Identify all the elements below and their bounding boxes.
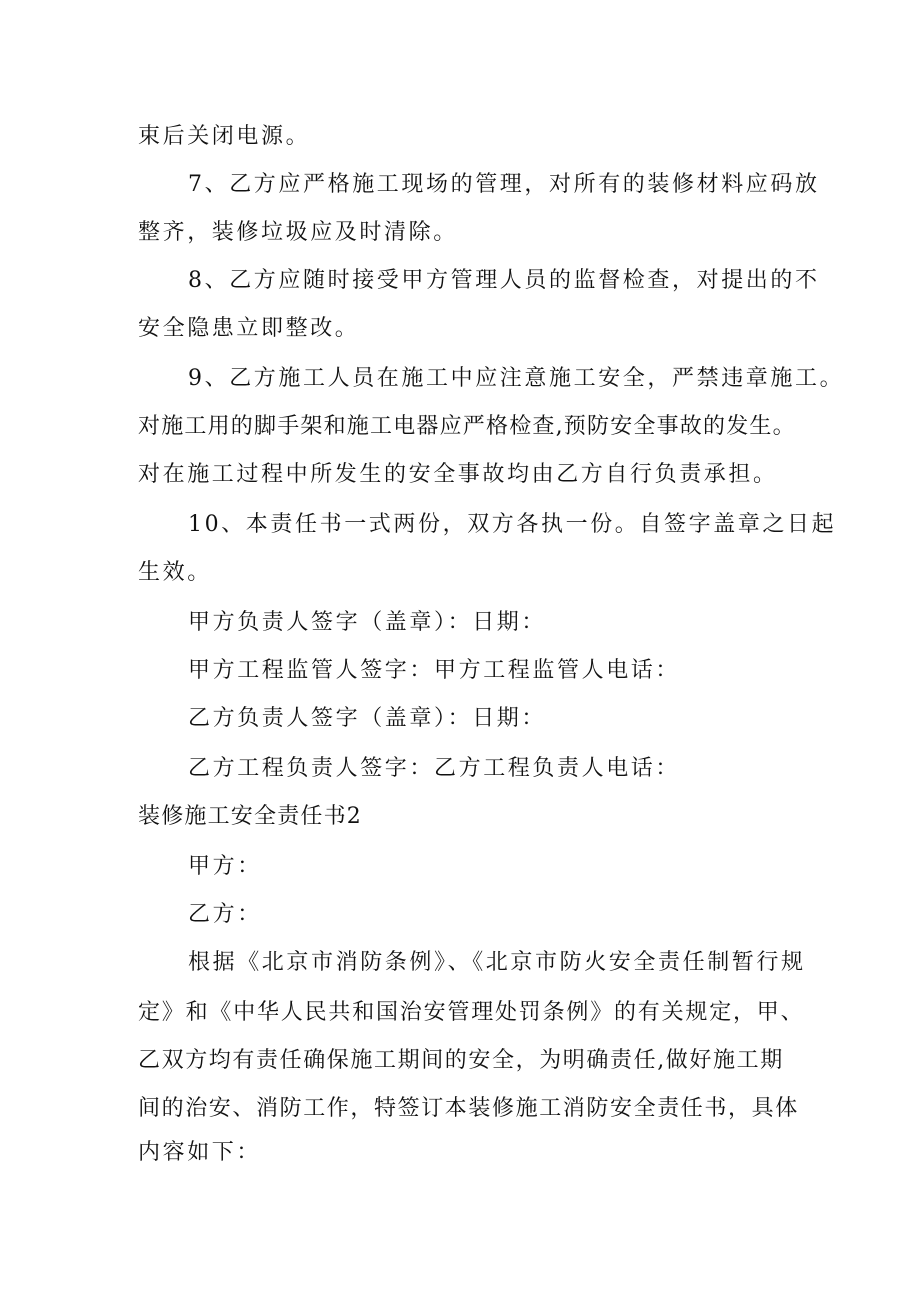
text-line: 乙双方均有责任确保施工期间的安全，为明确责任,做好施工期 bbox=[138, 1048, 784, 1073]
text-line: 整齐，装修垃圾应及时清除。 bbox=[138, 220, 458, 245]
party-line: 甲方： bbox=[188, 854, 262, 879]
text-line: 根据《北京市消防条例》、《北京市防火安全责任制暂行规 bbox=[188, 950, 806, 975]
text-line: 内容如下： bbox=[138, 1140, 262, 1165]
text-line: 对施工用的脚手架和施工电器应严格检查,预防安全事故的发生。 bbox=[138, 414, 796, 439]
signature-line: 乙方工程负责人签字：乙方工程负责人电话： bbox=[188, 756, 681, 781]
signature-line: 甲方负责人签字（盖章）：日期： bbox=[188, 610, 547, 635]
party-line: 乙方： bbox=[188, 902, 262, 927]
signature-line: 乙方负责人签字（盖章）：日期： bbox=[188, 706, 547, 731]
text-line: 8、乙方应随时接受甲方管理人员的监督检查，对提出的不 bbox=[188, 268, 820, 293]
text-line: 束后关闭电源。 bbox=[138, 124, 311, 149]
section-heading: 装修施工安全责任书2 bbox=[138, 804, 362, 829]
text-line: 生效。 bbox=[138, 560, 212, 585]
text-line: 9、乙方施工人员在施工中应注意施工安全，严禁违章施工。 bbox=[188, 366, 845, 391]
text-line: 间的治安、消防工作，特签订本装修施工消防安全责任书，具体 bbox=[138, 1096, 799, 1121]
text-line: 对在施工过程中所发生的安全事故均由乙方自行负责承担。 bbox=[138, 462, 778, 487]
signature-line: 甲方工程监管人签字：甲方工程监管人电话： bbox=[188, 658, 681, 683]
text-line: 7、乙方应严格施工现场的管理，对所有的装修材料应码放 bbox=[188, 172, 820, 197]
text-line: 定》和《中华人民共和国治安管理处罚条例》的有关规定，甲、 bbox=[138, 1000, 805, 1025]
text-line: 10、本责任书一式两份，双方各执一份。自签字盖章之日起 bbox=[188, 512, 837, 537]
text-line: 安全隐患立即整改。 bbox=[138, 316, 360, 341]
